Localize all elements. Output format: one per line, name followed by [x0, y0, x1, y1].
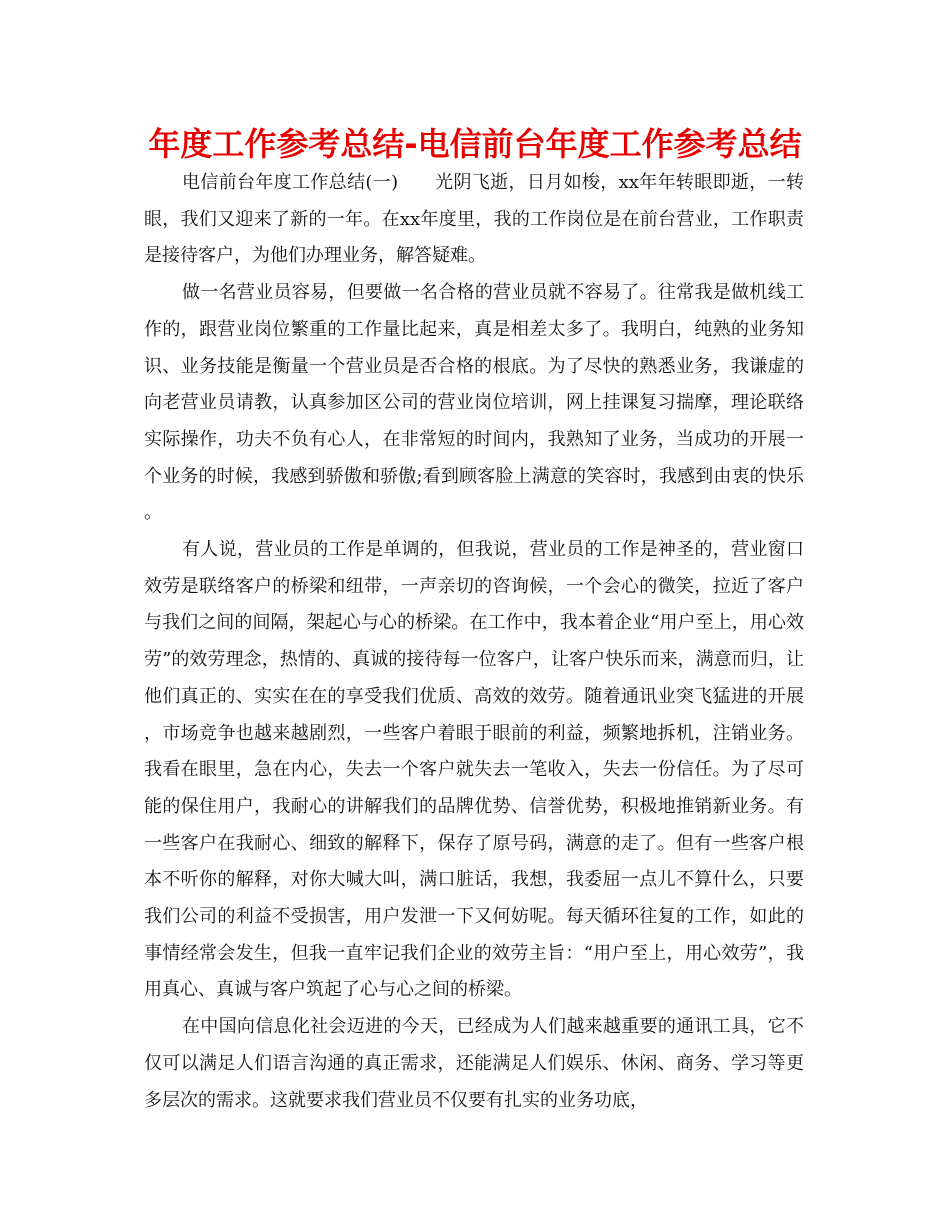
document-title: 年度工作参考总结-电信前台年度工作参考总结 [148, 125, 802, 163]
document-body [144, 165, 804, 1119]
paragraph: 做一名营业员容易，但要做一名合格的营业员就不容易了。往常我是做机线工作的，跟营业岗位繁重的工作量比起来，真是相差太多了。我明白，纯熟的业务知识、业务技能是衡量一个营业员是否合格的根底。为了尽快的熟悉业务，我谦虚的向老营业员请教，认真参加区公司的营业岗位培训，网上挂课复习揣摩，理论联络实际操作，功夫不负有心人，在非常短的时间内，我熟知了业务，当成功的开展一个业务的时候，我感到骄傲和骄傲;看到顾客脸上满意的笑容时，我感到由衷的快乐。 [144, 282, 804, 524]
paragraph: 在中国向信息化社会迈进的今天，已经成为人们越来越重要的通讯工具，它不仅可以满足人们语言沟通的真正需求，还能满足人们娱乐、休闲、商务、学习等更多层次的需求。这就要求我们营业员不仅要有扎实的业务功底， [144, 1016, 804, 1111]
paragraph: 电信前台年度工作总结(一) 光阴飞逝，日月如梭，xx年年转眼即逝，一转眼，我们又迎来了新的一年。在xx年度里，我的工作岗位是在前台营业，工作职责是接待客户，为他们办理业务，解答疑难。 [144, 172, 804, 267]
paragraph: 有人说，营业员的工作是单调的，但我说，营业员的工作是神圣的，营业窗口效劳是联络客户的桥梁和纽带，一声亲切的咨询候，一个会心的微笑，拉近了客户与我们之间的间隔，架起心与心的桥梁。在工作中，我本着企业“用户至上，用心效劳”的效劳理念，热情的、真诚的接待每一位客户，让客户快乐而来，满意而归，让他们真正的、实实在在的享受我们优质、高效的效劳。随着通讯业突飞猛进的开展，市场竞争也越来越剧烈，一些客户着眼于眼前的利益，频繁地拆机，注销业务。我看在眼里，急在内心，失去一个客户就失去一笔收入，失去一份信任。为了尽可能的保住用户，我耐心的讲解我们的品牌优势、信誉优势，积极地推销新业务。有一些客户在我耐心、细致的解释下，保存了原号码，满意的走了。但有一些客户根本不听你的解释，对你大喊大叫，满口脏话，我想，我委屈一点儿不算什么，只要我们公司的利益不受损害，用户发泄一下又何妨呢。每天循环往复的工作，如此的事情经常会发生，但我一直牢记我们企业的效劳主旨：“用户至上，用心效劳”，我用真心、真诚与客户筑起了心与心之间的桥梁。 [144, 539, 804, 1001]
